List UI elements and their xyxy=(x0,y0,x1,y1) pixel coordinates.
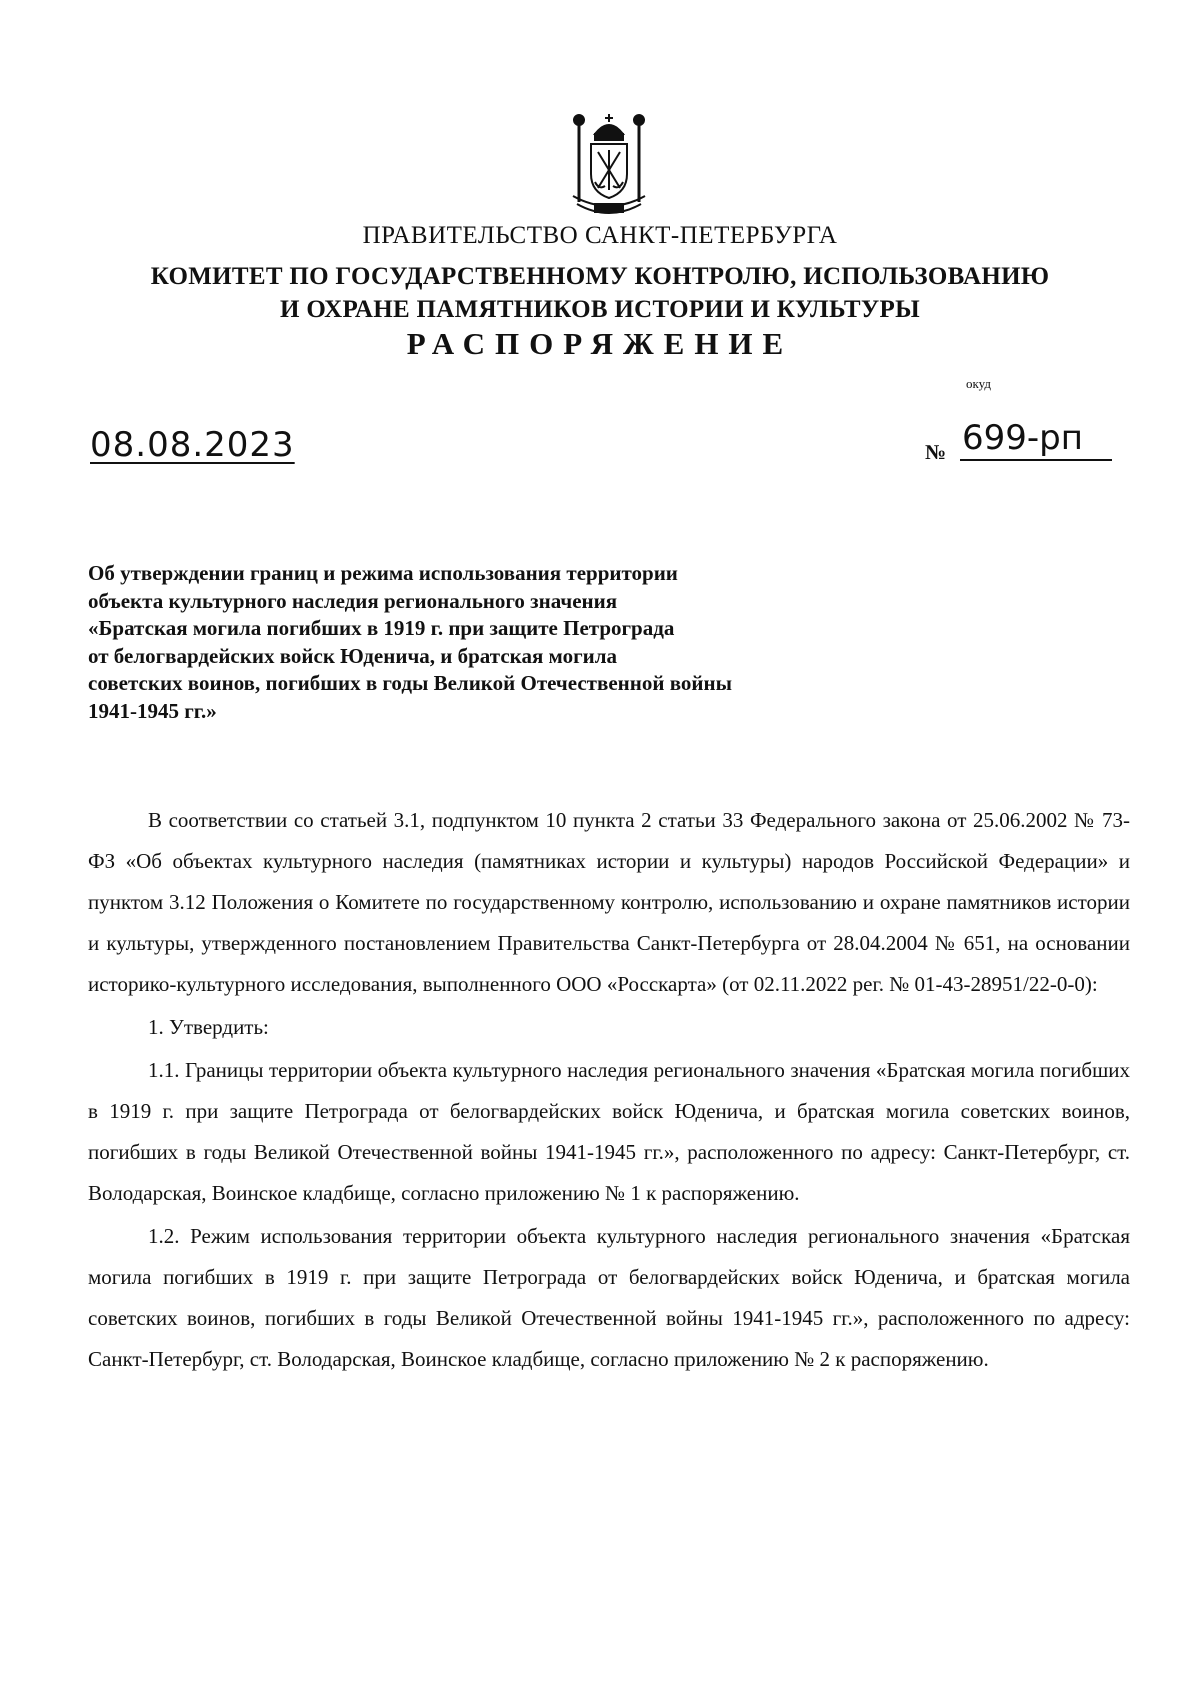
document-subject xyxy=(88,560,888,725)
document-number: 699-рп xyxy=(960,418,1112,461)
preamble-paragraph: В соответствии со статьей 3.1, подпунктом 10 пункта 2 статьи 33 Федерального закона от 25.06.2002 № 73-ФЗ «Об объектах культурного наследия (памятниках истории и культуры) народов Российской Федерации» и пунктом 3.12 Положения о Комитете по государственному контролю, использованию и охране памятников истории и культуры, утвержденного постановлением Правительства Санкт-Петербурга от 28.04.2004 № 651, на основании историко-культурного исследования, выполненного ООО «Росскарта» (от 02.11.2022 рег. № 01-43-28951/22-0-0): xyxy=(88,808,1130,996)
okud-label: окуд xyxy=(966,376,991,391)
subject-line: от белогвардейских войск Юденича, и братская могила xyxy=(88,643,617,668)
subject-line: Об утверждении границ и режима использования территории xyxy=(88,561,678,585)
subject-line: советских воинов, погибших в годы Великой Отечественной войны xyxy=(88,671,732,695)
item-1-2-paragraph: 1.2. Режим использования территории объекта культурного наследия регионального значения «Братская могила погибших в 1919 г. при защите Петрограда от белогвардейских войск Юденича, и братская могила советских воинов, погибших в годы Великой Отечественной войны 1941-1945 гг.», расположенного по адресу: Санкт-Петербург, ст. Володарская, Воинское кладбище, согласно приложению № 2 к распоряжению. xyxy=(88,1224,1130,1371)
document-type-title: РАСПОРЯЖЕНИЕ xyxy=(406,326,794,361)
item-1-1-paragraph: 1.1. Границы территории объекта культурного наследия регионального значения «Братская могила погибших в 1919 г. при защите Петрограда от белогвардейских войск Юденича, и братская могила советских воинов, погибших в годы Великой Отечественной войны 1941-1945 гг.», расположенного по адресу: Санкт-Петербург, ст. Володарская, Воинское кладбище, согласно приложению № 1 к распоряжению. xyxy=(88,1058,1130,1205)
document-body xyxy=(88,800,1130,1380)
committee-name-line-2: И ОХРАНЕ ПАМЯТНИКОВ ИСТОРИИ И КУЛЬТУРЫ xyxy=(280,296,920,323)
saint-petersburg-coat-of-arms-icon xyxy=(565,112,653,216)
document-date: 08.08.2023 xyxy=(90,425,295,465)
number-sign: № xyxy=(925,440,947,464)
subject-line: 1941-1945 гг.» xyxy=(88,698,217,723)
committee-name xyxy=(0,260,1200,326)
subject-line: объекта культурного наследия регионального значения xyxy=(88,588,618,613)
government-name: ПРАВИТЕЛЬСТВО САНКТ-ПЕТЕРБУРГА xyxy=(362,222,838,249)
committee-name-line-1: КОМИТЕТ ПО ГОСУДАРСТВЕННОМУ КОНТРОЛЮ, ИСПОЛЬЗОВАНИЮ xyxy=(150,263,1050,290)
item-1-paragraph: 1. Утвердить: xyxy=(148,1015,269,1039)
subject-line: «Братская могила погибших в 1919 г. при защите Петрограда xyxy=(88,616,675,640)
